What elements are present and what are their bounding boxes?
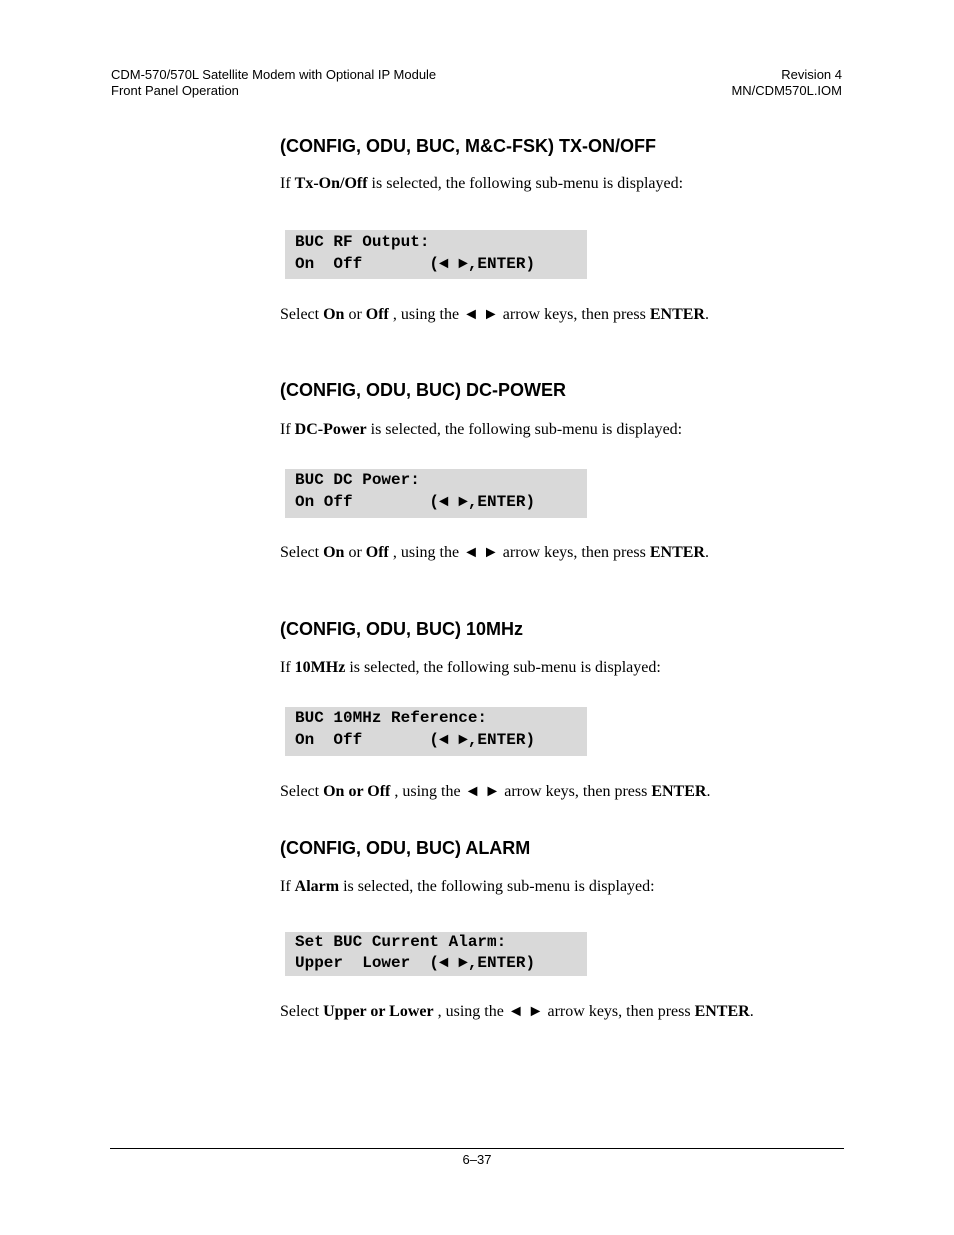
- page-number: 6–37: [462, 1152, 492, 1167]
- section-instruction-10mhz: Select On or Off , using the ◄ ► arrow keys, then press ENTER.: [280, 783, 711, 800]
- section-heading-10mhz: (CONFIG, ODU, BUC) 10MHz: [280, 619, 523, 639]
- section-heading-alarm: (CONFIG, ODU, BUC) ALARM: [280, 838, 531, 858]
- header-chapter-title: Front Panel Operation: [111, 83, 239, 98]
- running-header-right: [731, 67, 842, 99]
- section-instruction-dc-power: Select On or Off , using the ◄ ► arrow keys, then press ENTER.: [280, 544, 709, 561]
- lcd-display-10mhz: [285, 707, 587, 756]
- header-revision: Revision 4: [781, 67, 842, 82]
- lcd-line-2: On Off (◄ ►,ENTER): [295, 255, 536, 273]
- section-intro-dc-power: If DC-Power is selected, the following sub-menu is displayed:: [280, 421, 683, 438]
- lcd-line-2: On Off (◄ ►,ENTER): [295, 493, 536, 511]
- section-heading-dc-power: (CONFIG, ODU, BUC) DC-POWER: [280, 380, 566, 400]
- section-intro-10mhz: If 10MHz is selected, the following sub-menu is displayed:: [280, 659, 661, 676]
- lcd-line-2: On Off (◄ ►,ENTER): [295, 731, 536, 749]
- section-instruction-alarm: Select Upper or Lower , using the ◄ ► arrow keys, then press ENTER.: [280, 1003, 754, 1020]
- lcd-line-1: BUC RF Output:: [295, 233, 430, 251]
- lcd-line-1: Set BUC Current Alarm:: [295, 933, 507, 951]
- header-manual-number: MN/CDM570L.IOM: [731, 83, 842, 98]
- header-document-title: CDM-570/570L Satellite Modem with Optional IP Module: [111, 67, 437, 82]
- section-heading-tx-on-off: (CONFIG, ODU, BUC, M&C-FSK) TX-ON/OFF: [280, 136, 656, 156]
- lcd-line-2: Upper Lower (◄ ►,ENTER): [295, 954, 536, 972]
- section-intro-tx-on-off: If Tx-On/Off is selected, the following sub-menu is displayed:: [280, 175, 684, 192]
- section-instruction-tx-on-off: Select On or Off , using the ◄ ► arrow keys, then press ENTER.: [280, 306, 709, 323]
- lcd-display-tx-on-off: [285, 230, 587, 279]
- lcd-display-dc-power: [285, 469, 587, 518]
- lcd-display-alarm: [285, 932, 587, 976]
- footer-divider: [110, 1148, 844, 1149]
- lcd-line-1: BUC DC Power:: [295, 471, 420, 489]
- running-header-left: [111, 67, 436, 99]
- lcd-line-1: BUC 10MHz Reference:: [295, 709, 488, 727]
- section-intro-alarm: If Alarm is selected, the following sub-menu is displayed:: [280, 878, 655, 895]
